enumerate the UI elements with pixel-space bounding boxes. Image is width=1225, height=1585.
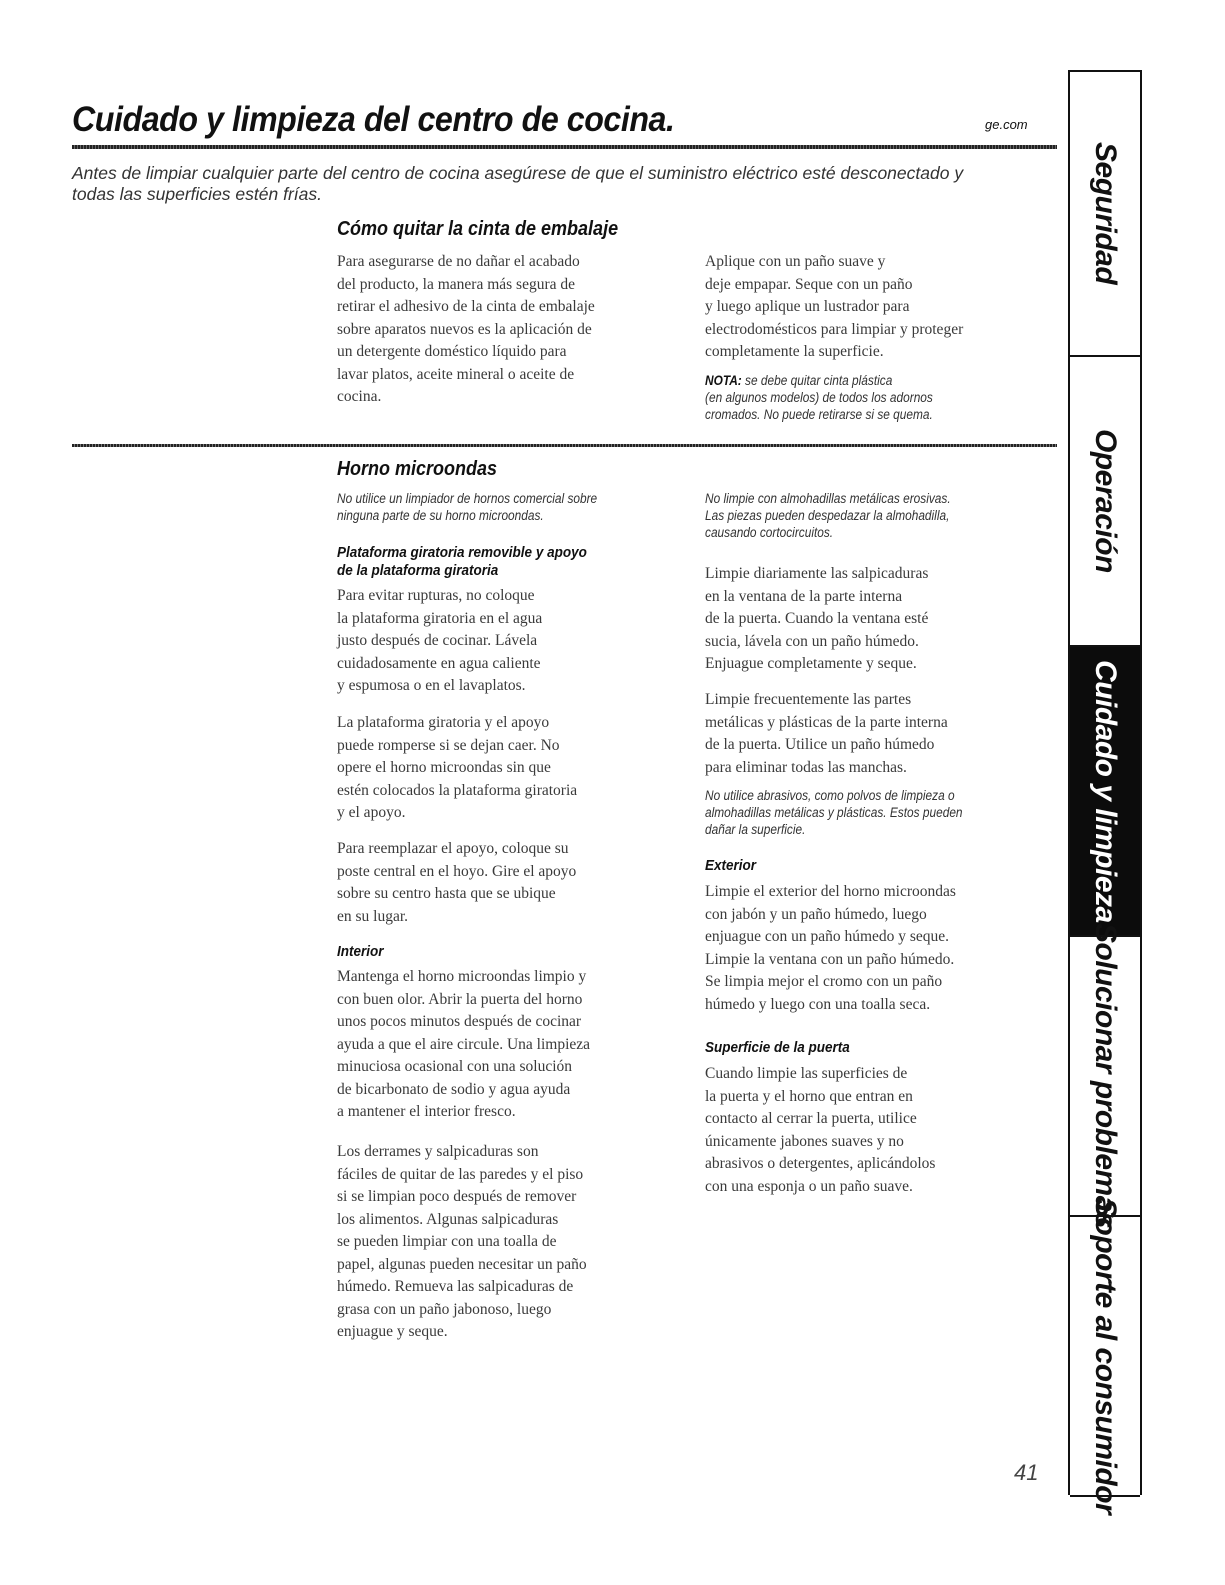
section-divider <box>72 444 1057 447</box>
door-paragraph-2: Limpie frecuentemente las partes metálicas y plásticas de la parte interna de la puerta. Utilice un paño húmedo para eliminar todas las manchas. <box>705 691 948 776</box>
tab-label: Cuidado y limpieza <box>1089 659 1122 923</box>
exterior-heading: Exterior <box>705 857 757 874</box>
packing-tape-note <box>705 372 1039 423</box>
microwave-warning-1: No utilice un limpiador de hornos comercial sobre ninguna parte de su horno microondas. <box>337 491 598 523</box>
tab-label: Operación <box>1089 429 1122 573</box>
tab-soporte-al-consumidor[interactable] <box>1070 1197 1140 1515</box>
turntable-paragraph-2: La plataforma giratoria y el apoyo puede romperse si se dejan caer. No opere el horno microondas sin que estén colocados la plataforma giratoria y el apoyo. <box>337 714 578 821</box>
section-tabs <box>1068 70 1142 1515</box>
interior-paragraph-2: Los derrames y salpicaduras son fáciles de quitar de las paredes y el piso si se limpian poco después de remover los alimentos. Algunas salpicaduras se pueden limpiar con una toalla de papel, algunas pueden necesitar un paño húmedo. Remueva las salpicaduras de grasa con un paño jabonoso, luego enjuague y seque. <box>337 1143 587 1340</box>
microwave-warning-3: No utilice abrasivos, como polvos de limpieza o almohadillas metálicas y plásticas. Estos pueden dañar la superficie. <box>705 788 963 837</box>
title-divider <box>72 145 1057 149</box>
turntable-paragraph-3: Para reemplazar el apoyo, coloque su poste central en el hoyo. Gire el apoyo sobre su centro hasta que se ubique en su lugar. <box>337 840 577 925</box>
tab-seguridad[interactable] <box>1070 72 1140 357</box>
microwave-heading: Horno microondas <box>337 458 498 480</box>
door-paragraph-1: Limpie diariamente las salpicaduras en la ventana de la parte interna de la puerta. Cuando la ventana esté sucia, lávela con un paño húmedo. Enjuague completamente y seque. <box>705 565 929 672</box>
intro-warning: Antes de limpiar cualquier parte del centro de cocina asegúrese de que el suministro eléctrico esté desconectado y todas las superficies estén frías. <box>72 163 964 204</box>
packing-tape-col2: Aplique con un paño suave y deje empapar. Seque con un paño y luego aplique un lustrador para electrodomésticos para limpiar y proteger completamente la superficie. <box>705 253 964 360</box>
interior-heading: Interior <box>337 943 384 960</box>
page-number: 41 <box>1014 1460 1039 1485</box>
door-surface-paragraph: Cuando limpie las superficies de la puerta y el horno que entran en contacto al cerrar la puerta, utilice únicamente jabones suaves y no abrasivos o detergentes, aplicándolos con una esponja o un paño suave. <box>705 1065 936 1195</box>
tab-solucionar-problemas[interactable] <box>1070 923 1140 1229</box>
tab-cuidado-y-limpieza[interactable] <box>1070 647 1140 937</box>
tab-label: Seguridad <box>1089 142 1122 285</box>
turntable-heading: Plataforma giratoria removible y apoyo de la plataforma giratoria <box>337 544 587 579</box>
page-title: Cuidado y limpieza del centro de cocina. <box>72 100 675 139</box>
site-url: ge.com <box>985 117 1028 132</box>
packing-tape-col1: Para asegurarse de no dañar el acabado del producto, la manera más segura de retirar el adhesivo de la cinta de embalaje sobre aparatos nuevos es la aplicación de un detergente doméstico líquido para lavar platos, aceite mineral o aceite de cocina. <box>337 253 595 405</box>
tab-operacion[interactable] <box>1070 357 1140 647</box>
door-surface-heading: Superficie de la puerta <box>705 1039 850 1056</box>
tab-label: Solucionar problemas <box>1089 923 1122 1229</box>
packing-tape-heading: Cómo quitar la cinta de embalaje <box>337 218 619 240</box>
turntable-paragraph-1: Para evitar rupturas, no coloque la plataforma giratoria en el agua justo después de cocinar. Lávela cuidadosamente en agua caliente y espumosa o en el lavaplatos. <box>337 587 543 694</box>
note-text: se debe quitar cinta plástica (en algunos modelos) de todos los adornos cromados. No puede retirarse si se quema. <box>705 373 933 422</box>
exterior-paragraph: Limpie el exterior del horno microondas con jabón y un paño húmedo, luego enjuague con un paño húmedo y seque. Limpie la ventana con un paño húmedo. Se limpia mejor el cromo con un paño húmedo y luego con una toalla seca. <box>705 883 956 1013</box>
microwave-warning-2: No limpie con almohadillas metálicas erosivas. Las piezas pueden despedazar la almohadilla, causando cortocircuitos. <box>705 491 951 540</box>
interior-paragraph-1: Mantenga el horno microondas limpio y con buen olor. Abrir la puerta del horno unos pocos minutos después de cocinar ayuda a que el aire circule. Una limpieza minuciosa ocasional con una solución de bicarbonato de sodio y agua ayuda a mantener el interior fresco. <box>337 968 591 1120</box>
tab-label: Soporte al consumidor <box>1089 1197 1122 1515</box>
note-label: NOTA: <box>705 373 742 388</box>
